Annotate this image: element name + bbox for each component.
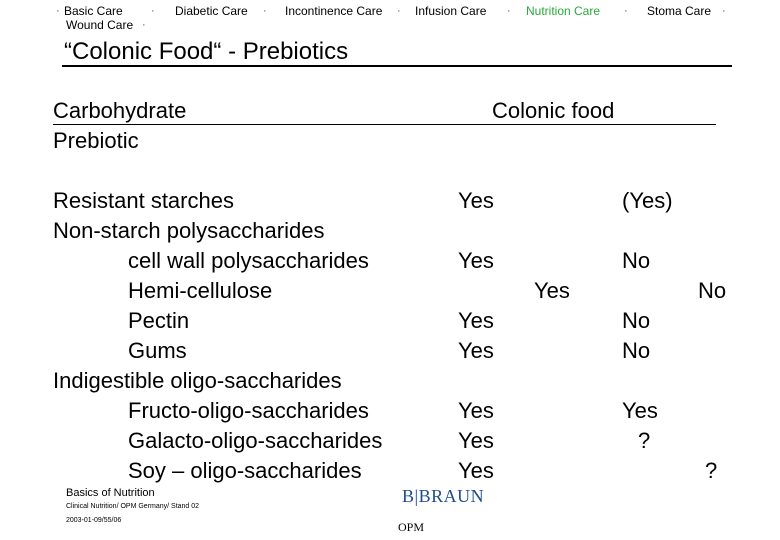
colonic-value-cell-wall: No xyxy=(622,248,651,273)
row-label-gums: Gums xyxy=(128,338,187,363)
footer-department: Clinical Nutrition/ OPM Germany/ Stand 02 xyxy=(66,503,200,510)
row-label-non-starch-polysaccharides: Non-starch polysaccharides xyxy=(53,218,325,243)
footer-code: 2003-01-09/55/06 xyxy=(66,517,122,524)
colonic-value-hemi-cellulose-group: No xyxy=(698,278,727,303)
colonic-value-resistant-starches: (Yes) xyxy=(622,188,673,213)
row-label-soy-oligo-saccharides: Soy – oligo-saccharides xyxy=(128,458,362,483)
column-header-carbohydrate: Carbohydrate xyxy=(53,98,187,123)
column-header-prebiotic: Prebiotic xyxy=(53,128,139,153)
nav-item-stoma-care[interactable]: Stoma Care xyxy=(647,4,712,18)
nav-separator: · xyxy=(151,5,155,17)
prebiotic-value-galacto: Yes xyxy=(458,428,494,453)
nav-separator: · xyxy=(397,5,401,17)
prebiotic-value-hemi-cellulose-group: Yes xyxy=(534,278,570,303)
nav-item-basic-care[interactable]: Basic Care xyxy=(64,4,123,18)
nav-item-diabetic-care[interactable]: Diabetic Care xyxy=(175,4,248,18)
prebiotic-value-gums: Yes xyxy=(458,338,494,363)
colonic-value-fructo: Yes xyxy=(622,398,658,423)
row-label-pectin: Pectin xyxy=(128,308,190,333)
prebiotic-value-soy: Yes xyxy=(458,458,494,483)
prebiotic-value-resistant-starches: Yes xyxy=(458,188,494,213)
prebiotic-value-pectin: Yes xyxy=(458,308,494,333)
nav-item-wound-care[interactable]: Wound Care xyxy=(66,18,134,32)
nav-item-nutrition-care[interactable]: Nutrition Care xyxy=(526,4,601,18)
title-underline xyxy=(62,65,732,67)
nav-separator: · xyxy=(142,19,146,31)
row-label-galacto-oligo-saccharides: Galacto-oligo-saccharides xyxy=(128,428,383,453)
braun-logo: B|BRAUN xyxy=(402,486,485,506)
nav-separator: · xyxy=(507,5,511,17)
nav-separator: · xyxy=(722,5,726,17)
prebiotic-value-fructo: Yes xyxy=(458,398,494,423)
colonic-value-galacto: ? xyxy=(638,428,651,453)
prebiotic-value-cell-wall: Yes xyxy=(458,248,494,273)
nav-item-infusion-care[interactable]: Infusion Care xyxy=(415,4,487,18)
row-label-resistant-starches: Resistant starches xyxy=(53,188,234,213)
slide-title: “Colonic Food“ - Prebiotics xyxy=(64,38,349,65)
footer-division: OPM xyxy=(398,520,425,534)
header-rule xyxy=(53,124,716,125)
nav-separator: · xyxy=(624,5,628,17)
footer-course-title: Basics of Nutrition xyxy=(66,487,155,499)
row-label-hemi-cellulose: Hemi-cellulose xyxy=(128,278,273,303)
row-label-indigestible-oligo-saccharides: Indigestible oligo-saccharides xyxy=(53,368,342,393)
row-label-fructo-oligo-saccharides: Fructo-oligo-saccharides xyxy=(128,398,369,423)
nav-item-incontinence-care[interactable]: Incontinence Care xyxy=(285,4,383,18)
row-label-cell-wall-polysaccharides: cell wall polysaccharides xyxy=(128,248,369,273)
nav-separator: · xyxy=(263,5,267,17)
nav-separator: · xyxy=(56,5,60,17)
colonic-value-soy: ? xyxy=(705,458,718,483)
colonic-value-pectin: No xyxy=(622,308,651,333)
colonic-value-gums: No xyxy=(622,338,651,363)
column-header-colonic-food: Colonic food xyxy=(492,98,615,123)
